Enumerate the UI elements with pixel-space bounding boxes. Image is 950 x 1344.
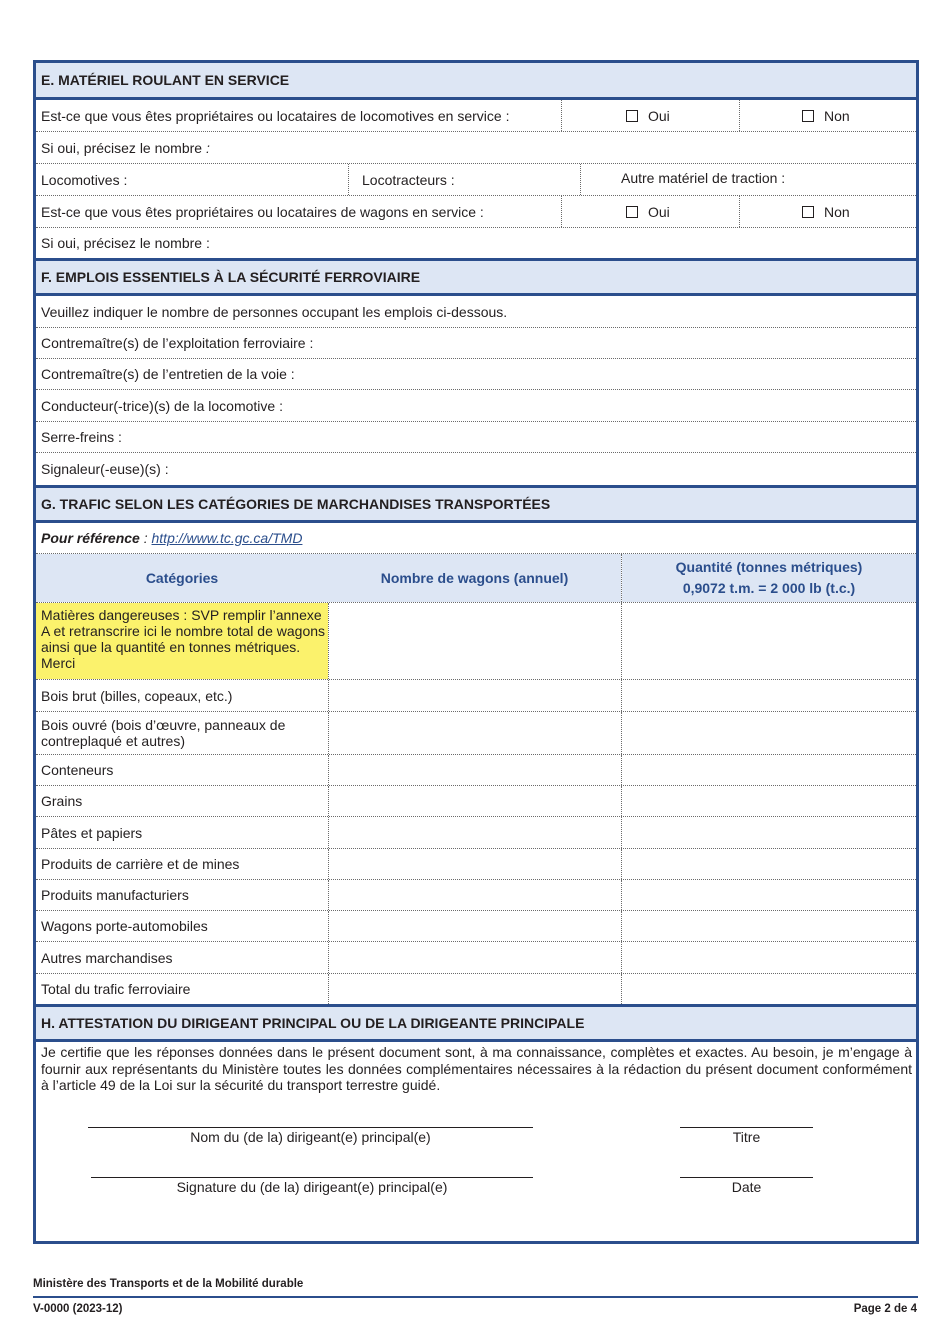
job-row[interactable] [36,453,916,485]
title-label: Titre [732,1129,761,1145]
wagons-yes-label: Oui [648,203,670,220]
locomotives-yes-label: Oui [648,107,670,124]
wagons-input[interactable] [329,880,621,910]
table-row [36,911,916,942]
footer-form-code: V-0000 (2023-12) [33,1303,123,1315]
dangerous-goods-label: Matières dangereuses : SVP remplir l’annexe A et retranscrire ici le nombre total de wagons ainsi que la quantité en tonnes métriques. Merci [36,603,328,679]
col-categories-header: Catégories [36,554,328,602]
col-quantity-header [622,554,916,602]
wagons-input[interactable] [329,755,621,785]
reference-text: Pour référence : http://www.tc.gc.ca/TMD [41,530,303,546]
locotracteurs-field[interactable]: Locotracteurs : [362,171,455,188]
signature-line[interactable] [91,1177,533,1178]
wagons-input[interactable] [329,942,621,973]
category-label: Produits de carrière et de mines [41,856,240,872]
job-label: Contremaître(s) de l’entretien de la voie : [41,366,295,382]
section-g-header [36,485,916,523]
locomotives-yes-option[interactable] [626,100,670,131]
table-row [36,603,916,680]
category-label: Wagons porte-automobiles [41,918,208,934]
reference-row [36,523,916,554]
locomotives-no-checkbox[interactable] [802,110,814,122]
wagons-input[interactable] [329,680,621,711]
wagons-input[interactable] [329,603,621,679]
signature-label: Signature du (de la) dirigeant(e) principal(e) [176,1179,448,1195]
date-label: Date [731,1179,762,1195]
locomotives-field[interactable]: Locomotives : [41,171,128,188]
wagons-input[interactable] [329,817,621,848]
form-page [33,60,919,1244]
wagons-input[interactable] [329,911,621,941]
locomotives-no-option[interactable] [802,100,850,131]
section-g-title: G. TRAFIC SELON LES CATÉGORIES DE MARCHANDISES TRANSPORTÉES [41,496,551,512]
specify-locomotives-label: Si oui, précisez le nombre : [41,139,210,156]
quantity-input[interactable] [622,974,916,1004]
col-quantity-note: 0,9072 t.m. = 2 000 lb (t.c.) [682,580,856,596]
wagons-no-option[interactable] [802,196,850,227]
locomotives-question-row [36,100,916,132]
autre-traction-field[interactable]: Autre matériel de traction : [621,170,786,186]
col-wagons-header: Nombre de wagons (annuel) [328,554,621,602]
job-label: Signaleur(-euse)(s) : [41,461,169,477]
wagons-no-checkbox[interactable] [802,206,814,218]
attestation-statement: Je certifie que les réponses données dans le présent document sont, à ma connaissance, complètes et exactes. Au besoin, je m’engage à fournir aux représentants du Ministère toutes les données complémentaires nécessaires à la rédaction du présent document conformément à l’article 49 de la Loi sur la sécurité du transport terrestre guidé. [41,1044,912,1093]
table-row [36,680,916,712]
wagons-question: Est-ce que vous êtes propriétaires ou locataires de wagons en service : [41,203,484,220]
traffic-table-header [36,554,916,603]
wagons-input[interactable] [329,849,621,879]
locomotives-yes-checkbox[interactable] [626,110,638,122]
section-f-header [36,258,916,296]
table-row [36,786,916,817]
quantity-input[interactable] [622,755,916,785]
wagons-yes-checkbox[interactable] [626,206,638,218]
locomotives-no-label: Non [824,107,850,124]
section-h-header [36,1004,916,1042]
job-row[interactable] [36,422,916,453]
name-signature-line[interactable] [88,1127,533,1128]
footer-divider [33,1296,918,1298]
date-signature-line[interactable] [680,1177,813,1178]
locomotives-question: Est-ce que vous êtes propriétaires ou locataires de locomotives en service : [41,107,510,124]
section-h-title: H. ATTESTATION DU DIRIGEANT PRINCIPAL OU DE LA DIRIGEANTE PRINCIPALE [41,1015,585,1031]
job-row[interactable] [36,328,916,359]
name-label: Nom du (de la) dirigeant(e) principal(e) [190,1129,431,1145]
quantity-input[interactable] [622,712,916,754]
reference-label: Pour référence [41,530,140,546]
quantity-input[interactable] [622,603,916,679]
section-f-intro: Veuillez indiquer le nombre de personnes occupant les emplois ci-dessous. [41,303,508,320]
footer-page-number: Page 2 de 4 [853,1303,917,1315]
footer-organization: Ministère des Transports et de la Mobilité durable [33,1278,304,1290]
specify-wagons-row[interactable] [36,228,916,258]
section-e-header [36,63,916,100]
section-f-title: F. EMPLOIS ESSENTIELS À LA SÉCURITÉ FERROVIAIRE [41,269,421,285]
table-row [36,712,916,755]
quantity-input[interactable] [622,911,916,941]
col-quantity-title: Quantité (tonnes métriques) [675,559,863,575]
section-e-title: E. MATÉRIEL ROULANT EN SERVICE [41,72,290,88]
reference-link[interactable]: http://www.tc.gc.ca/TMD [151,530,303,546]
table-row [36,880,916,911]
quantity-input[interactable] [622,849,916,879]
category-label: Pâtes et papiers [41,824,143,841]
quantity-input[interactable] [622,880,916,910]
specify-locomotives-row[interactable] [36,132,916,164]
wagons-yes-option[interactable] [626,196,670,227]
category-label: Produits manufacturiers [41,887,189,903]
job-row[interactable] [36,390,916,422]
wagons-input[interactable] [329,786,621,816]
section-f-intro-row [36,296,916,328]
wagons-question-row [36,196,916,228]
table-row [36,817,916,849]
job-label: Contremaître(s) de l’exploitation ferroviaire : [41,335,314,351]
job-row[interactable] [36,359,916,390]
specify-wagons-label: Si oui, précisez le nombre : [41,235,210,251]
job-label: Serre-freins : [41,429,122,445]
wagons-no-label: Non [824,203,850,220]
table-row [36,849,916,880]
quantity-input[interactable] [622,680,916,711]
category-label: Conteneurs [41,762,114,778]
job-label: Conducteur(-trice)(s) de la locomotive : [41,397,283,414]
category-label: Bois ouvré (bois d’œuvre, panneaux de contreplaqué et autres) [41,717,286,749]
table-row [36,974,916,1004]
category-label: Grains [41,793,83,809]
quantity-input[interactable] [622,817,916,848]
traction-counts-row [36,164,916,196]
category-label: Bois brut (billes, copeaux, etc.) [41,687,233,704]
quantity-input[interactable] [622,786,916,816]
category-label: Autres marchandises [41,949,173,966]
wagons-input[interactable] [329,712,621,754]
table-row [36,755,916,786]
table-row [36,942,916,974]
wagons-input[interactable] [329,974,621,1004]
category-label: Total du trafic ferroviaire [41,981,191,997]
quantity-input[interactable] [622,942,916,973]
title-signature-line[interactable] [680,1127,813,1128]
